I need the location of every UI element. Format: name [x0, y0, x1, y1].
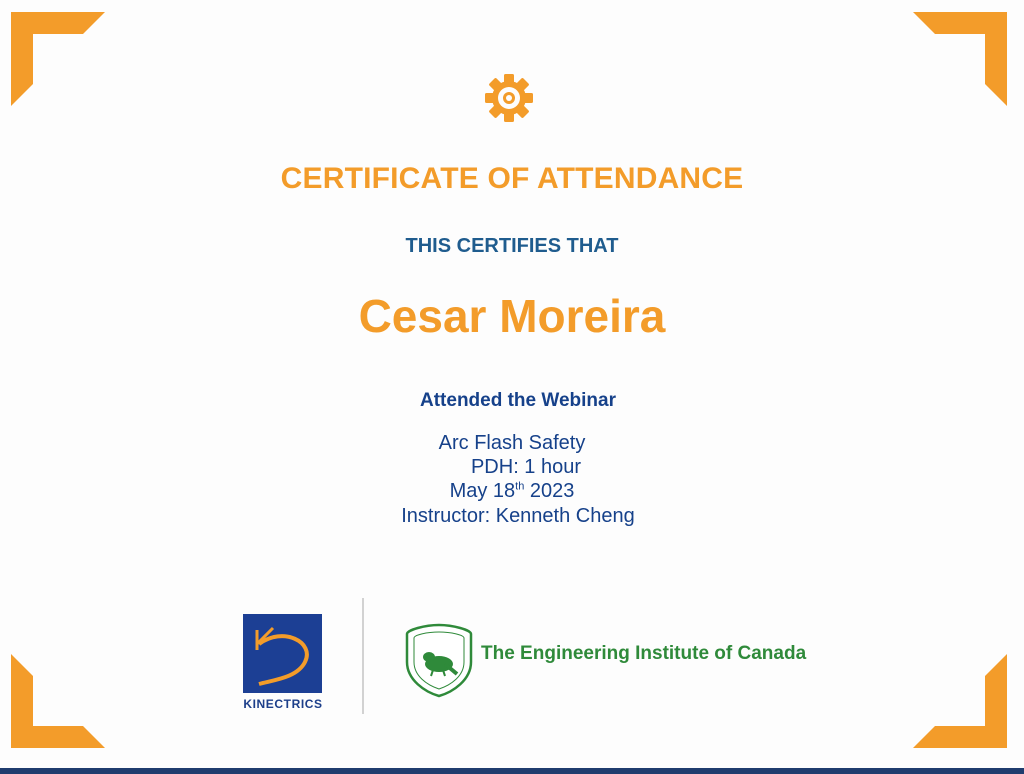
instructor-name: Instructor: Kenneth Cheng: [401, 505, 635, 527]
gear-icon: [484, 73, 534, 123]
webinar-title: Arc Flash Safety: [438, 432, 586, 454]
bottom-bar: [0, 768, 1024, 774]
eic-seal-logo: [401, 622, 477, 698]
kinectrics-wordmark: KINECTRICS: [243, 697, 323, 711]
eic-name: The Engineering Institute of Canada: [481, 643, 807, 664]
attended-heading: Attended the Webinar: [420, 390, 616, 411]
pdh-hours: PDH: 1 hour: [470, 456, 582, 478]
date-year: 2023: [524, 480, 575, 502]
date-day: May 18: [449, 480, 516, 502]
corner-bracket-top-right: [913, 12, 1007, 106]
certificate-title: CERTIFICATE OF ATTENDANCE: [280, 162, 744, 195]
certifies-heading: THIS CERTIFIES THAT: [405, 235, 619, 257]
recipient-name: Cesar Moreira: [358, 290, 666, 342]
date-ordinal: th: [515, 480, 525, 493]
webinar-date: [0, 480, 1024, 503]
logo-divider: [362, 598, 364, 714]
corner-bracket-top-left: [11, 12, 105, 106]
corner-bracket-bottom-right: [913, 654, 1007, 748]
corner-bracket-bottom-left: [11, 654, 105, 748]
kinectrics-logo: [243, 614, 322, 693]
